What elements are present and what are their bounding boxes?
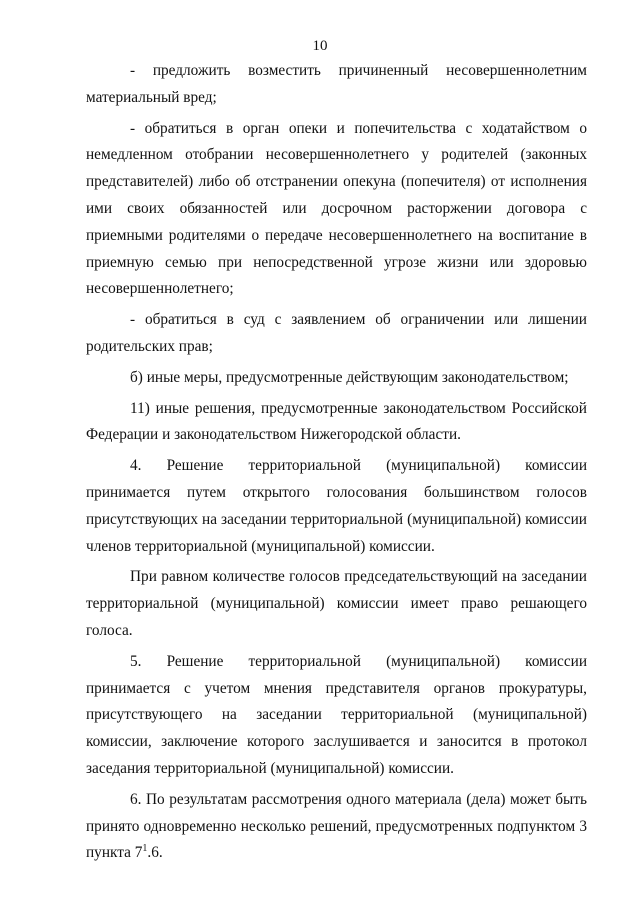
paragraph-other-decisions: 11) иные решения, предусмотренные законодательством Российской Федерации и законодательством Нижегородской области. <box>86 399 587 444</box>
page-number: 10 <box>312 38 328 54</box>
word: возместить <box>248 62 321 79</box>
paragraph-other-measures: б) иные меры, предусмотренные действующим законодательством; <box>130 368 569 386</box>
paragraph-decision-voting: 4. Решение территориальной (муниципальной) комиссии принимается путем открытого голосования большинством голосов присутствующих на заседании территориальной (муниципальной) комиссии членов территориальной (муниципальной) комиссии. <box>86 457 587 555</box>
document-body <box>86 58 587 867</box>
paragraph-text: 6. По результатам рассмотрения одного материала (дела) может быть принято одновременно несколько решений, предусмотренных подпунктом 3 пункта 7 <box>86 790 587 862</box>
word: - <box>130 62 136 79</box>
paragraph-compensate-damage <box>86 58 587 112</box>
word: несовершеннолетним <box>446 62 587 79</box>
paragraph-multiple-decisions <box>86 787 587 867</box>
paragraph-guardianship-petition: - обратиться в орган опеки и попечительства с ходатайством о немедленном отобрании несовершеннолетнего у родителей (законных представителей) либо об отстранении опекуна (попечителя) от исполнения ими своих обязанностей или досрочном расторжении договора с приемными родителями о передаче несовершеннолетнего на воспитание в приемную семью при непосредственной угрозе жизни или здоровью несовершеннолетнего; <box>86 119 587 298</box>
paragraph-prosecutor-opinion: 5. Решение территориальной (муниципальной) комиссии принимается с учетом мнения представителя органов прокуратуры, присутствующего на заседании территориальной (муниципальной) комиссии, заключение которого заслушивается и заносится в протокол заседания территориальной (муниципальной) комиссии. <box>86 652 587 777</box>
paragraph-tail: .6. <box>147 844 163 862</box>
paragraph-continuation: материальный вред; <box>86 88 217 106</box>
superscript-index: 1 <box>142 843 148 855</box>
paragraph-first-line <box>86 58 587 85</box>
word: предложить <box>152 62 231 79</box>
word: причиненный <box>338 62 429 79</box>
paragraph-court-application: - обратиться в суд с заявлением об ограничении или лишении родительских прав; <box>86 311 587 355</box>
paragraph-equal-votes: При равном количестве голосов председательствующий на заседании территориальной (муниципальной) комиссии имеет право решающего голоса. <box>86 568 587 639</box>
